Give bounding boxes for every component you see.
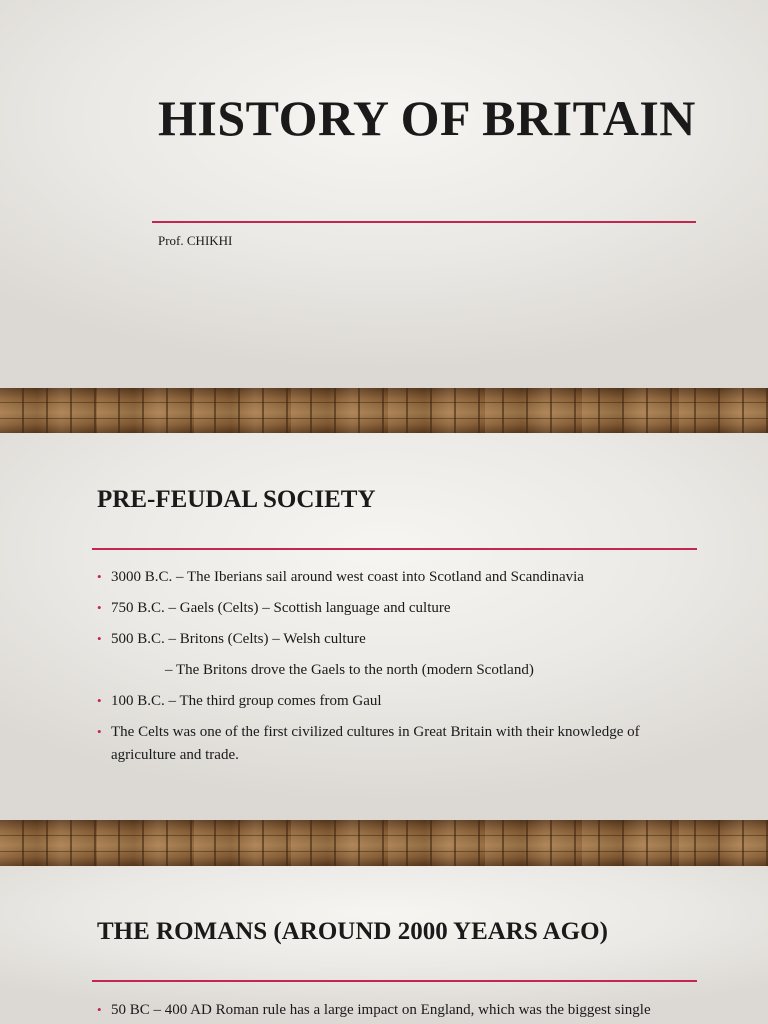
bullet-item: • The Celts was one of the first civilized cultures in Great Britain with their knowledge of agriculture and trade. (97, 721, 697, 767)
slide-2-title: PRE-FEUDAL SOCIETY (97, 486, 376, 513)
bullet-item: • 3000 B.C. – The Iberians sail around west coast into Scotland and Scandinavia (97, 566, 697, 589)
slide-1 (0, 0, 768, 388)
slide-2 (0, 433, 768, 820)
bullet-icon: • (97, 631, 102, 646)
title-divider (92, 548, 697, 550)
wood-floor-divider (0, 820, 768, 866)
bullet-icon: • (97, 600, 102, 615)
bullet-item: • 50 BC – 400 AD Roman rule has a large impact on England, which was the biggest single (97, 999, 697, 1022)
sub-bullet-item: – The Britons drove the Gaels to the north (modern Scotland) (165, 662, 534, 678)
slide-3-title: THE ROMANS (AROUND 2000 YEARS AGO) (97, 918, 608, 945)
presenter-name: Prof. CHIKHI (158, 233, 233, 248)
bullet-list (97, 566, 697, 775)
bullet-item: • 750 B.C. – Gaels (Celts) – Scottish language and culture (97, 597, 697, 620)
bullet-item: • 100 B.C. – The third group comes from Gaul (97, 690, 697, 713)
bullet-icon: • (97, 693, 102, 708)
title-divider (152, 221, 696, 223)
bullet-icon: • (97, 569, 102, 584)
bullet-item: • 500 B.C. – Britons (Celts) – Welsh culture (97, 628, 697, 651)
slide-3 (0, 866, 768, 1024)
bullet-icon: • (97, 1002, 102, 1017)
wood-floor-divider (0, 388, 768, 433)
slide-1-title: HISTORY OF BRITAIN (158, 90, 696, 146)
title-divider (92, 980, 697, 982)
bullet-list (97, 999, 697, 1024)
bullet-icon: • (97, 724, 102, 739)
